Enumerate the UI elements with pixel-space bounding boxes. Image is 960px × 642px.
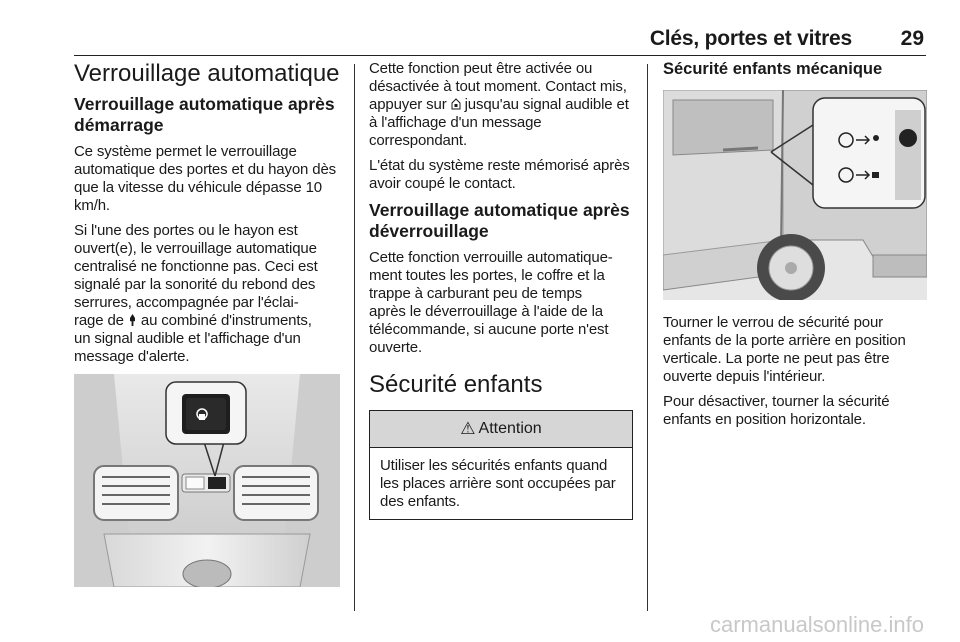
paragraph-child-lock-deactivate: Pour désactiver, tourner la sécurité enfants en position horizontale. [663,392,890,428]
page-number: 29 [900,27,924,50]
caution-header [370,411,632,448]
column-2 [369,60,633,520]
column-3 [663,60,927,436]
rear-door-child-lock-illustration [663,90,927,300]
dashboard-lock-button-illustration [74,374,340,587]
subheading-after-unlock: Verrouillage automatique après déverrouillage [369,200,630,241]
caution-text: Utiliser les sécurités enfants quand les places arrière sont occupées par des enfants. [380,456,616,510]
paragraph-door-open-warning: Si l'une des portes ou le hayon est ouvert(e), le verrouillage automatique centralisé ne fonctionne pas. Ceci est signalé par la sonorité du rebond des serrures, accompagnée par l'éclai- rage de au combiné d'instruments, un signal audible et l'affichage d'un message d'alerte. [74,221,318,365]
caution-box [369,410,633,520]
subheading-mechanical-child-lock: Sécurité enfants mécanique [663,60,883,78]
column-1 [74,60,340,587]
paragraph-child-lock-activate: Tourner le verrou de sécurité pour enfants de la porte arrière en position verticale. La porte ne peut pas être ouverte depuis l'intérieur. [663,313,906,385]
paragraph-state-memorized: L'état du système reste mémorisé après avoir coupé le contact. [369,157,630,192]
watermark: carmanualsonline.info [709,612,924,637]
caution-title: Attention [478,419,542,437]
caution-body [370,448,632,519]
running-header-title: Clés, portes et vitres [649,27,852,50]
subheading-after-start: Verrouillage automatique après démarrage [74,93,335,135]
section-heading-auto-lock: Verrouillage automatique [74,60,340,87]
lock-button-icon [451,97,461,110]
section-heading-child-safety: Sécurité enfants [369,371,543,398]
dashboard-center-console-drawing [74,374,340,587]
van-rear-door-drawing [663,90,927,300]
door-open-warning-icon [128,313,137,327]
paragraph-auto-relock: Cette fonction verrouille automatique- ment toutes les portes, le coffre et la trappe à carburant peu de temps après le déverrouillage à l'aide de la télécommande, si aucune porte n'est ouverte. [369,249,613,356]
column-divider-1 [354,64,355,611]
paragraph-activation: Cette fonction peut être activée ou désactivée à tout moment. Contact mis, appuyer sur jusqu'au signal audible et à l'affichage d'un message correspondant. [369,60,629,149]
paragraph-system-description: Ce système permet le verrouillage automatique des portes et du hayon dès que la vitesse du véhicule dépasse 10 km/h. [74,142,336,214]
column-divider-2 [647,64,648,611]
warning-triangle-icon: ⚠ [460,418,476,438]
header-rule [74,55,926,56]
